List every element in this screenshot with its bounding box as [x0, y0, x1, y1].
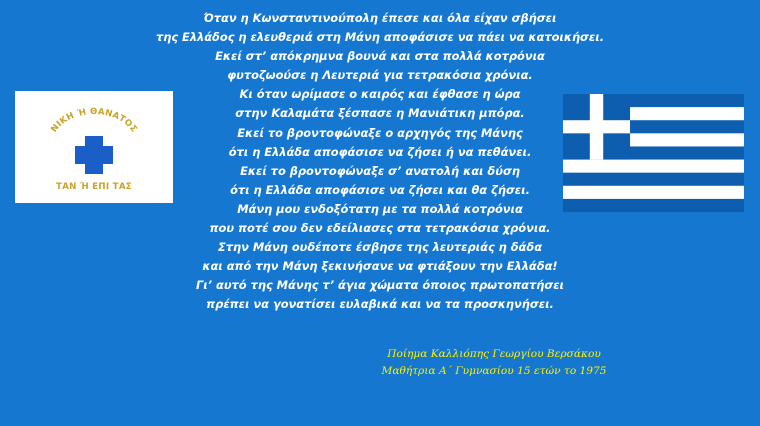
poem-line: Στην Μάνη ουδέποτε έσβησε της λευτεριάς η δάδα: [217, 240, 543, 255]
poem-student-credit: Μαθήτρια Α΄ Γυμνασίου 15 ετών το 1975: [381, 365, 607, 377]
poem-line: Εκεί στ’ απόκρημνα βουνά και στα πολλά κοτρόνια: [215, 49, 545, 64]
poem-author-credit: Ποίημα Καλλιόπης Γεωργίου Βερσάκου: [387, 348, 601, 360]
poem-line: και από την Μάνη ξεκινήσανε να φτιάξουν την Ελλάδα!: [202, 259, 558, 274]
poem-line: φυτοζωούσε η Λευτεριά για τετρακόσια χρόνια.: [227, 68, 533, 83]
mani-flag-top-text: ΝΙΚΗ Ή ΘΑΝΑΤΟΣ: [49, 106, 139, 135]
poem-line: που ποτέ σου δεν εδείλιασες στα τετρακόσια χρόνια.: [209, 221, 551, 236]
poem-line: ότι η Ελλάδα αποφάσισε να ζήσει και θα ζήσει.: [230, 182, 530, 197]
poem-line: Κι όταν ωρίμασε ο καιρός και έφθασε η ώρα: [239, 87, 521, 102]
poem-line: ότι η Ελλάδα αποφάσισε να ζήσει ή να πεθάνει.: [228, 144, 532, 159]
poem-line: πρέπει να γονατίσει ευλαβικά και να τα προσκηνήσει.: [206, 297, 554, 312]
mani-cross-icon: [75, 136, 113, 174]
poem-line: στην Καλαμάτα ξέσπασε η Μανιάτικη μπόρα.: [235, 106, 525, 121]
poem-line: Εκεί το βροντοφώναξε ο αρχηγός της Μάνης: [237, 125, 523, 140]
poem-line: Μάνη μου ενδοξότατη με τα πολλά κοτρόνια: [237, 201, 523, 216]
poem-line: της Ελλάδος η ελευθεριά στη Μάνη αποφάσισε να πάει να κατοικήσει.: [155, 30, 605, 45]
poem-line: Γι’ αυτό της Μάνης τ’ άγια χώματα όποιος πρωτοπατήσει: [196, 278, 564, 293]
greek-flag: [563, 94, 744, 212]
mani-flag: [15, 91, 173, 203]
mani-flag-bottom-text: ΤΑΝ Ή ΕΠΙ ΤΑΣ: [56, 182, 132, 192]
mani-flag-graphic: [15, 91, 173, 203]
poem-line: Όταν η Κωνσταντινούπολη έπεσε και όλα είχαν σβήσει: [203, 11, 557, 25]
poem-line: Εκεί το βροντοφώναξε σ’ ανατολή και δύση: [240, 163, 520, 178]
